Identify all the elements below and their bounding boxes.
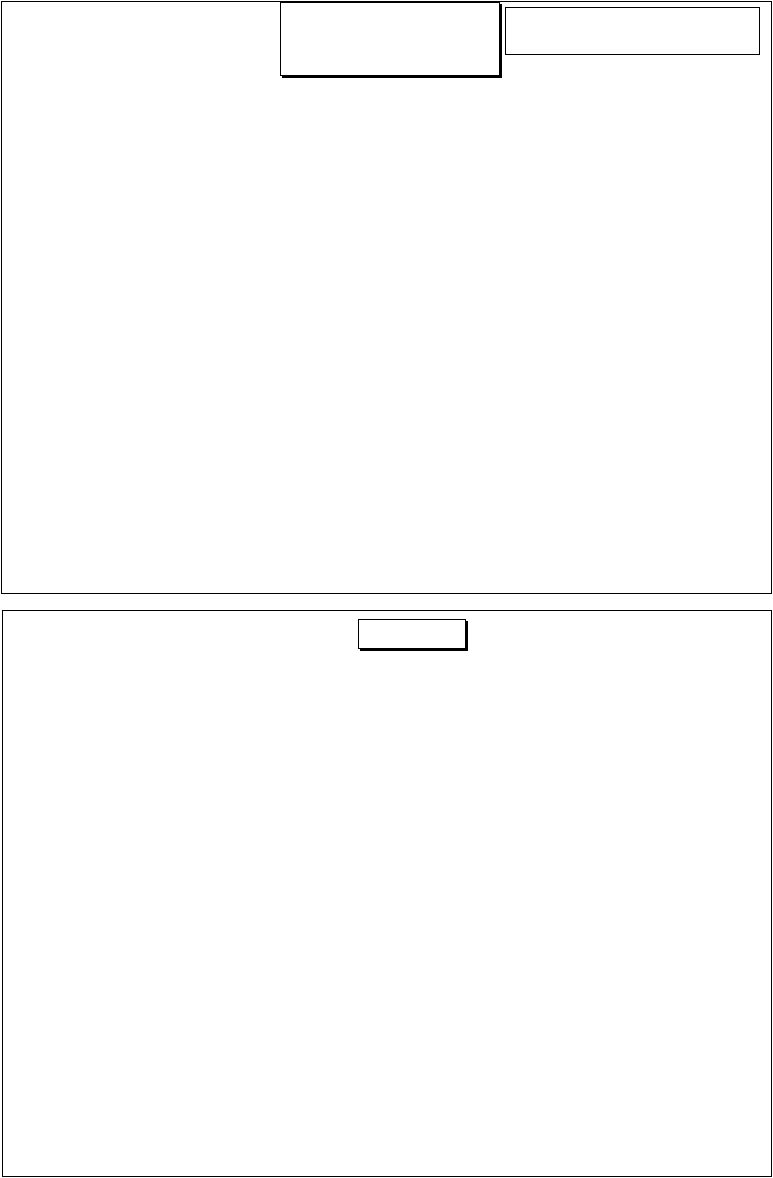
bottom-chart-badge: [358, 619, 466, 649]
top-chart-plot: [2, 2, 773, 595]
bottom-chart-panel: [2, 610, 772, 1177]
top-chart-legend: [505, 7, 760, 55]
top-chart-title-box: [280, 2, 500, 76]
top-chart-panel: [1, 1, 772, 594]
bottom-chart-plot: [3, 611, 773, 1178]
